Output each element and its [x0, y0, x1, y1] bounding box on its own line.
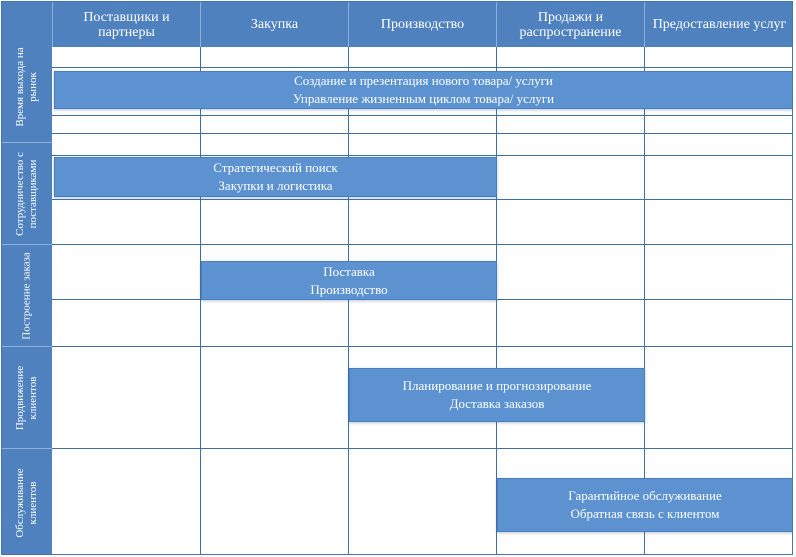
row-label-supplier-cooperation: Сотрудничество с поставщиками: [14, 151, 39, 236]
bar-line-purchasing-logistics: Закупки и логистика: [218, 178, 333, 193]
row-label-time-to-market: Время выхода на рынок: [14, 47, 39, 127]
grid-column-divider: [200, 47, 201, 554]
row-label-customer-promotion: Продвижение клиентов: [14, 365, 39, 430]
bar-line-lifecycle-management: Управление жизненным циклом товара/ услуги: [292, 91, 555, 106]
column-header-purchasing: Закупка: [200, 2, 348, 47]
grid-row-divider: [52, 448, 792, 449]
bar-new-product-lifecycle: [54, 71, 793, 109]
grid-row-divider: [52, 199, 792, 200]
row-header-customer-service: [2, 448, 52, 555]
grid-row-divider: [52, 155, 792, 156]
bar-supply-production: [201, 261, 497, 300]
column-header-suppliers: Поставщики и партнеры: [52, 2, 200, 47]
row-label-order-building: Построение заказа: [20, 251, 33, 340]
bar-line-new-product: Создание и презентация нового товара/ услуги: [294, 73, 553, 88]
bar-line-strategic-search: Стратегический поиск: [213, 160, 338, 175]
grid-row-divider: [52, 133, 792, 134]
bar-line-warranty-service: Гарантийное обслуживание: [568, 488, 722, 503]
bar-warranty-feedback: [497, 478, 793, 532]
row-header-order-building: [2, 244, 52, 346]
grid-row-divider: [52, 67, 792, 68]
grid-row-divider: [52, 346, 792, 347]
column-header-sales: Продажи и распространение: [496, 2, 644, 47]
bar-strategic-sourcing: [54, 157, 497, 197]
bar-line-customer-feedback: Обратная связь с клиентом: [570, 506, 720, 521]
grid-column-divider: [348, 47, 349, 554]
row-header-supplier-cooperation: [2, 142, 52, 244]
grid-row-divider: [52, 244, 792, 245]
bar-line-planning-forecasting: Планирование и прогнозирование: [402, 378, 592, 393]
column-header-production: Производство: [348, 2, 496, 47]
column-header-row: [2, 2, 792, 47]
column-header-services: Предоставление услуг: [644, 2, 793, 47]
bar-planning-delivery: [349, 368, 645, 422]
row-header-time-to-market: [2, 2, 52, 142]
value-chain-matrix: [1, 1, 793, 555]
row-label-customer-service: Обслуживание клиентов: [14, 467, 39, 538]
bar-line-order-delivery: Доставка заказов: [449, 396, 545, 411]
row-header-customer-promotion: [2, 346, 52, 448]
grid-row-divider: [52, 115, 792, 116]
bar-line-production: Производство: [310, 281, 388, 297]
bar-line-supply: Поставка: [323, 263, 375, 279]
